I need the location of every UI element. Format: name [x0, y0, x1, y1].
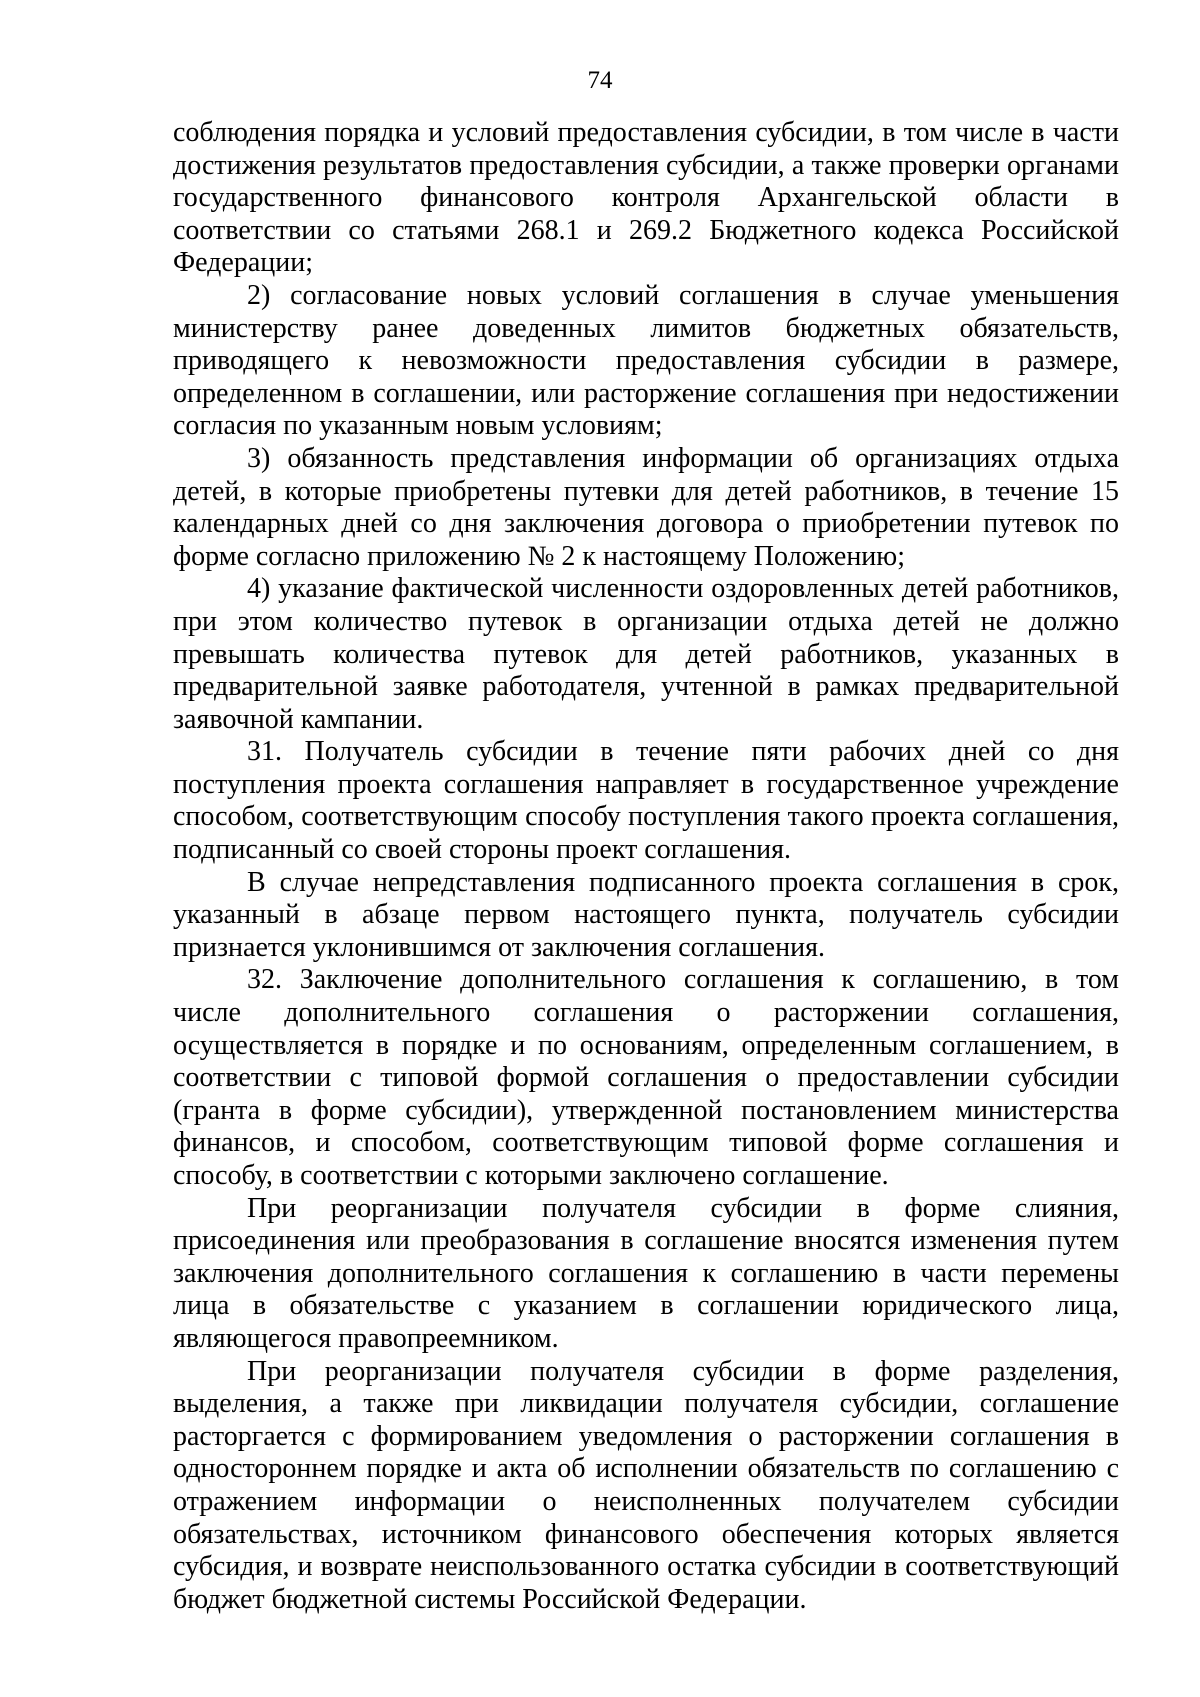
paragraph: При реорганизации получателя субсидии в форме слияния, присоединения или преобразования в соглашение вносятся изменения путем заключения дополнительного соглашения к соглашению в части перемены лица в обязательстве с указанием в соглашении юридического лица, являющегося правопреемником.: [173, 1192, 1119, 1354]
document-body: [173, 117, 1119, 1616]
paragraph: 31. Получатель субсидии в течение пяти рабочих дней со дня поступления проекта соглашения направляет в государственное учреждение способом, соответствующим способу поступления такого проекта соглашения, подписанный со своей стороны проект соглашения.: [173, 736, 1119, 866]
paragraph: 3) обязанность представления информации об организациях отдыха детей, в которые приобретены путевки для детей работников, в течение 15 календарных дней со дня заключения договора о приобретении путевок по форме согласно приложению № 2 к настоящему Положению;: [173, 442, 1119, 572]
paragraph: 32. Заключение дополнительного соглашения к соглашению, в том числе дополнительного соглашения о расторжении соглашения, осуществляется в порядке и по основаниям, определенным соглашением, в соответствии с типовой формой соглашения о предоставлении субсидии (гранта в форме субсидии), утвержденной постановлением министерства финансов, и способом, соответствующим типовой форме соглашения и способу, в соответствии с которыми заключено соглашение.: [173, 964, 1119, 1191]
paragraph: 2) согласование новых условий соглашения в случае уменьшения министерству ранее доведенных лимитов бюджетных обязательств, приводящего к невозможности предоставления субсидии в размере, определенном в соглашении, или расторжение соглашения при недостижении согласия по указанным новым условиям;: [173, 279, 1119, 442]
paragraph: При реорганизации получателя субсидии в форме разделения, выделения, а также при ликвидации получателя субсидии, соглашение расторгается с формированием уведомления о расторжении соглашения в одностороннем порядке и акта об исполнении обязательств по соглашению с отражением информации о неисполненных получателем субсидии обязательствах, источником финансового обеспечения которых является субсидия, и возврате неиспользованного остатка субсидии в соответствующий бюджет бюджетной системы Российской Федерации.: [173, 1355, 1119, 1615]
paragraph: В случае непредставления подписанного проекта соглашения в срок, указанный в абзаце первом настоящего пункта, получатель субсидии признается уклонившимся от заключения соглашения.: [173, 866, 1119, 963]
paragraph: 4) указание фактической численности оздоровленных детей работников, при этом количество путевок в организации отдыха детей не должно превышать количества путевок для детей работников, указанных в предварительной заявке работодателя, учтенной в рамках предварительной заявочной кампании.: [173, 573, 1119, 735]
paragraph: соблюдения порядка и условий предоставления субсидии, в том числе в части достижения результатов предоставления субсидии, а также проверки органами государственного финансового контроля Архангельской области в соответствии со статьями 268.1 и 269.2 Бюджетного кодекса Российской Федерации;: [173, 117, 1119, 279]
page-number: 74: [587, 67, 613, 94]
